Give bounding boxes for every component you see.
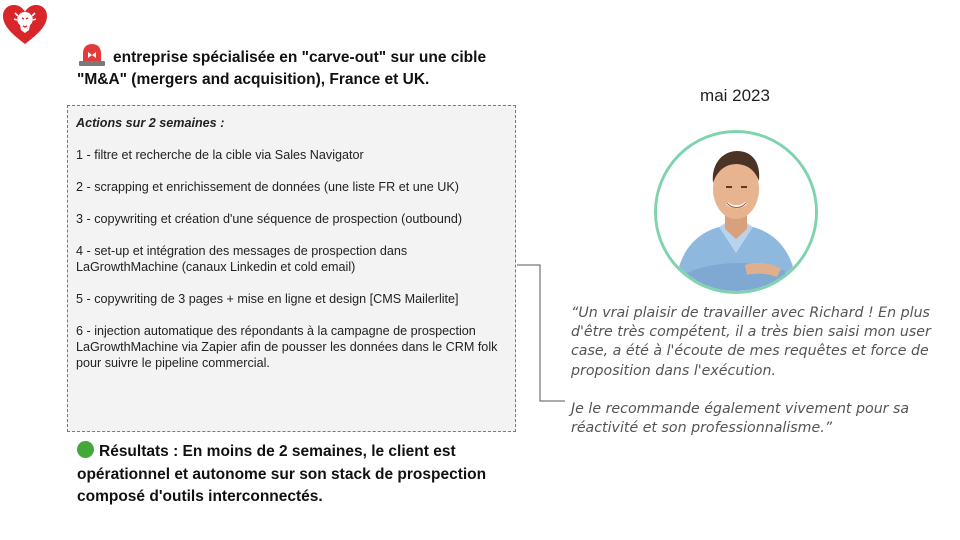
quote-paragraph: Je le recommande également vivement pour sa réactivité et son professionnalisme.” (571, 400, 910, 437)
connector-line (517, 264, 565, 404)
actions-box (67, 105, 516, 432)
action-item: 1 - filtre et recherche de la cible via Sales Navigator (76, 148, 364, 162)
alarm-light-icon (77, 44, 107, 66)
actions-title: Actions sur 2 semaines : (76, 116, 225, 130)
heart-lion-logo-icon (2, 4, 48, 46)
results (77, 441, 517, 509)
headline-text: entreprise spécialisée en "carve-out" sur une cible "M&A" (mergers and acquisition), France et UK. (77, 49, 487, 88)
results-text: Résultats : En moins de 2 semaines, le client est opérationnel et autonome sur son stack de prospection composé d'outils interconnectés. (77, 443, 487, 505)
quote-paragraph: “Un vrai plaisir de travailler avec Richard ! En plus d'être très compétent, il a très bien saisi mon user case, a été à l'écoute de mes requêtes et force de proposition dans l'exécution. (571, 305, 931, 379)
green-circle-icon (77, 441, 94, 458)
testimonial-date: mai 2023 (700, 86, 770, 105)
action-item: 4 - set-up et intégration des messages de prospection dans LaGrowthMachine (canaux Linkedin et cold email) (76, 244, 408, 274)
testimonial-quote (571, 304, 941, 457)
headline (77, 44, 527, 91)
action-item: 3 - copywriting et création d'une séquence de prospection (outbound) (76, 212, 463, 226)
action-item: 2 - scrapping et enrichissement de données (une liste FR et une UK) (76, 180, 459, 194)
avatar (654, 130, 818, 294)
action-item: 6 - injection automatique des répondants à la campagne de prospection LaGrowthMachine via Zapier afin de pousser les données dans le CRM folk pour suivre le pipeline commercial. (76, 324, 498, 370)
action-item: 5 - copywriting de 3 pages + mise en ligne et design [CMS Mailerlite] (76, 292, 459, 306)
